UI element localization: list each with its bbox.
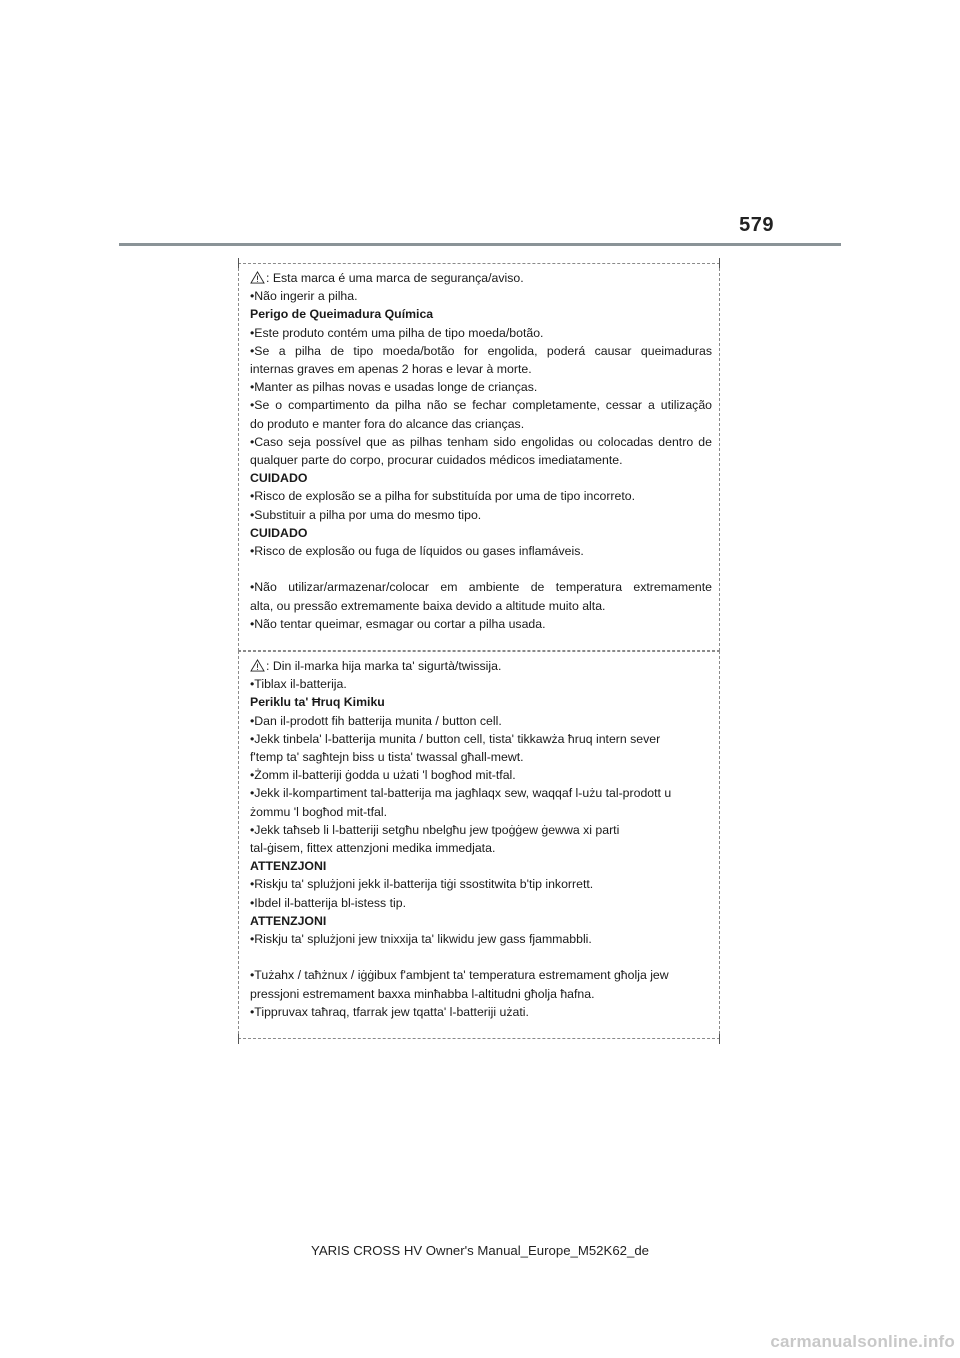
notice-line: •Se o compartimento da pilha não se fechar completamente, cessar a utilização xyxy=(250,398,712,413)
notice-line: •Riskju ta' splużjoni jew tnixxija ta' likwidu jew gass fjammabbli. xyxy=(250,932,592,947)
notice-line: •Ibdel il-batterija bl-istess tip. xyxy=(250,895,407,910)
notice-line: •Jekk taħseb li l-batteriji setgħu nbelgħu jew tpoġġew ġewwa xi parti xyxy=(250,822,620,837)
notice-line: •Riskju ta' splużjoni jekk il-batterija tiġi ssostitwita b'tip inkorrett. xyxy=(250,877,594,892)
corner-tick xyxy=(719,258,720,268)
notice-line: •Não ingerir a pilha. xyxy=(250,289,358,304)
notice-line: •Dan il-prodott fih batterija munita / button cell. xyxy=(250,713,502,728)
notice-line: •Jekk tinbela' l-batterija munita / button cell, tista' tikkawża ħruq intern sever xyxy=(250,731,661,746)
page-number: 579 xyxy=(739,214,774,236)
notice-box-maltese xyxy=(238,651,720,1039)
corner-tick xyxy=(719,1034,720,1044)
corner-tick xyxy=(238,1034,239,1044)
notice-line: •Tużahx / taħżnux / iġġibux f'ambjent ta' temperatura estremament għolja jew xyxy=(250,968,669,983)
safety-mark-text: : Din il-marka hija marka ta' sigurtà/twissija. xyxy=(266,659,502,673)
notice-line: •Se a pilha de tipo moeda/botão for engolida, poderá causar queimaduras xyxy=(250,343,712,358)
notice-line: f'temp ta' sagħtejn biss u tista' twassal għall-mewt. xyxy=(250,750,524,765)
section-heading: Periklu ta' Ħruq Kimiku xyxy=(250,695,385,710)
warning-triangle-icon xyxy=(250,271,265,284)
spacer xyxy=(250,948,712,966)
warning-triangle-icon xyxy=(250,659,265,672)
notice-line: •Substituir a pilha por uma do mesmo tipo. xyxy=(250,507,482,522)
notice-line: pressjoni estremament baxxa minħabba l-altitudni għolja ħafna. xyxy=(250,986,595,1001)
notice-line: •Jekk il-kompartiment tal-batterija ma jagħlaqx sew, waqqaf l-użu tal-prodott u xyxy=(250,786,672,801)
notice-line: •Risco de explosão se a pilha for substituída por uma de tipo incorreto. xyxy=(250,489,636,504)
safety-mark-text: : Esta marca é uma marca de segurança/aviso. xyxy=(266,271,524,285)
notice-line: •Este produto contém uma pilha de tipo moeda/botão. xyxy=(250,325,544,340)
site-watermark[interactable]: carmanualsonline.info xyxy=(770,1332,955,1351)
notice-body xyxy=(250,657,712,1021)
corner-tick xyxy=(238,258,239,268)
notice-line: internas graves em apenas 2 horas e levar à morte. xyxy=(250,362,532,376)
notice-line: tal-ġisem, fittex attenzjoni medika immedjata. xyxy=(250,841,496,856)
notice-body xyxy=(250,269,712,633)
attention-heading: ATTENZJONI xyxy=(250,913,327,928)
notice-line: •Não utilizar/armazenar/colocar em ambiente de temperatura extremamente xyxy=(250,580,712,595)
notice-line: qualquer parte do corpo, procurar cuidados médicos imediatamente. xyxy=(250,452,623,467)
notice-line: •Tiblax il-batterija. xyxy=(250,677,347,692)
safety-mark-line xyxy=(250,657,712,675)
notice-line: •Risco de explosão ou fuga de líquidos ou gases inflamáveis. xyxy=(250,544,584,558)
notice-line: •Tippruvax taħraq, tfarrak jew tqatta' l-batteriji użati. xyxy=(250,1004,529,1019)
manual-footer: YARIS CROSS HV Owner's Manual_Europe_M52K62_de xyxy=(311,1243,649,1258)
notice-line: •Caso seja possível que as pilhas tenham sido engolidas ou colocadas dentro de xyxy=(250,434,712,449)
caution-heading: CUIDADO xyxy=(250,471,308,486)
notice-line: do produto e manter fora do alcance das crianças. xyxy=(250,416,525,431)
notice-line: •Żomm il-batteriji ġodda u użati 'l bogħod mit-tfal. xyxy=(250,768,516,783)
attention-heading: ATTENZJONI xyxy=(250,859,327,874)
notice-box-portuguese xyxy=(238,263,720,651)
notice-line: żommu 'l bogħod mit-tfal. xyxy=(250,804,387,819)
header-rule xyxy=(119,243,841,246)
notice-line: alta, ou pressão extremamente baixa devido a altitude muito alta. xyxy=(250,598,606,613)
caution-heading: CUIDADO xyxy=(250,525,308,540)
notice-line: •Não tentar queimar, esmagar ou cortar a pilha usada. xyxy=(250,616,546,631)
notice-line: •Manter as pilhas novas e usadas longe de crianças. xyxy=(250,380,538,395)
safety-mark-line xyxy=(250,269,712,287)
section-heading: Perigo de Queimadura Química xyxy=(250,307,434,322)
spacer xyxy=(250,560,712,578)
